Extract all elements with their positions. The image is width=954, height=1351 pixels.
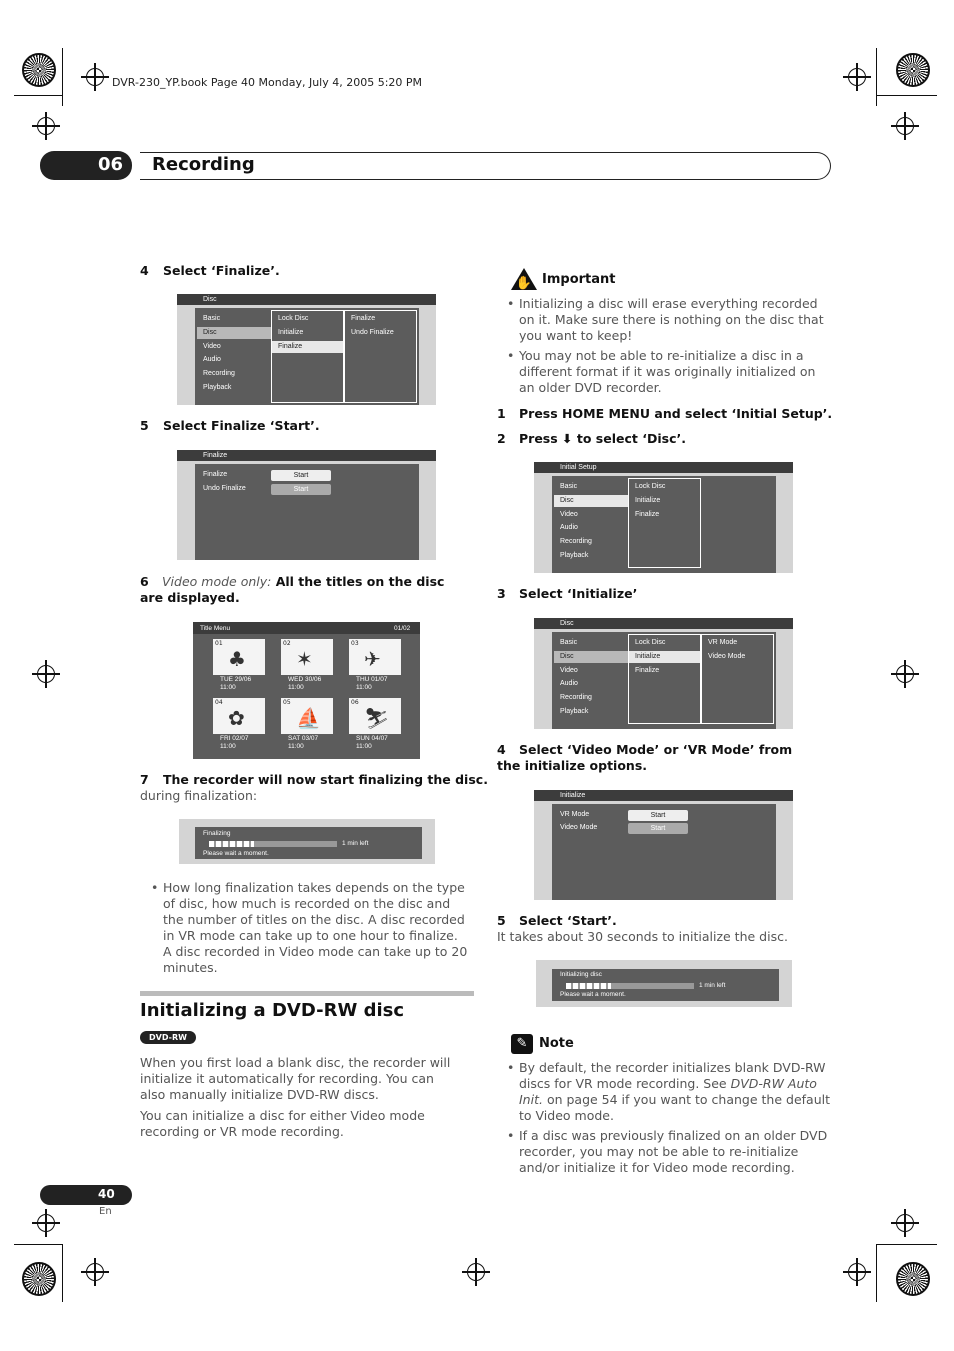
step-7-text: The recorder will now start finalizing the disc. (163, 772, 488, 787)
chapter-title: Recording (152, 154, 255, 175)
note-text: on page 54 if you want to change the default to Video mode. (519, 1092, 830, 1123)
flower-icon: ✿ (228, 706, 245, 730)
book-info: DVR-230_YP.book Page 40 Monday, July 4, 2005 5:20 PM (112, 76, 423, 89)
title-date: WED 30/06 (288, 676, 322, 683)
step-4r-number: 4 (497, 742, 506, 757)
title-date: FRI 02/07 (220, 735, 249, 742)
title-number: 04 (215, 699, 223, 706)
menu-item-initialize[interactable]: Initialize (635, 497, 661, 504)
step-7-subtext: during finalization: (140, 788, 258, 803)
title-date: SUN 04/07 (356, 735, 388, 742)
registration-sunburst-icon (896, 53, 930, 87)
title-time: 11:00 (220, 684, 236, 691)
note-text: By default, the recorder initializes blank DVD-RW discs for VR mode recording. See (519, 1060, 826, 1091)
step-3-text: Select ‘Initialize’ (519, 586, 638, 601)
menu-item-recording[interactable]: Recording (560, 694, 592, 701)
initial-setup-title: Initial Setup (560, 464, 597, 471)
crosshair-icon (467, 1263, 485, 1281)
title-menu-title: Title Menu (200, 625, 231, 632)
menu-item-playback[interactable]: Playback (560, 708, 589, 715)
crop-line (62, 48, 63, 106)
finalize-time-bullet: • How long finalization takes depends on the type of disc, how much is recorded on the disc and the number of titles on the disc. A disc recorded in VR mode can take up to one hour to finalize. A disc recorded in Video mode can take up to 20 minutes. (163, 880, 468, 976)
tree-icon: ♣ (228, 647, 246, 671)
finalizing-title: Finalizing (203, 830, 231, 837)
crop-line (877, 95, 937, 96)
title-date: SAT 03/07 (288, 735, 319, 742)
menu-item-basic[interactable]: Basic (560, 639, 578, 646)
section-rule (140, 991, 474, 996)
important-bullet: • Initializing a disc will erase everything recorded on it. Make sure there is nothing on the disc that you want to keep! (519, 296, 831, 344)
step-1-number: 1 (497, 406, 506, 421)
title-menu-page: 01/02 (394, 625, 411, 632)
initializing-title: Initializing disc (560, 971, 602, 978)
step-4-text: Select ‘Finalize’. (163, 263, 280, 278)
progress-bar (209, 841, 337, 847)
skater-icon: ⛷ (364, 706, 390, 730)
note-heading: Note (539, 1036, 574, 1051)
crop-line (877, 1244, 937, 1245)
page-number: 40 (98, 1187, 115, 1201)
down-arrow-icon: ⬇ (562, 431, 573, 446)
menu-item-playback[interactable]: Playback (203, 384, 232, 391)
step-6-text (140, 574, 450, 606)
menu-item-basic[interactable]: Basic (560, 483, 578, 490)
initial-setup-screen (534, 462, 793, 573)
step-7-number: 7 (140, 772, 149, 787)
menu-item-finalize-option[interactable]: Finalize (351, 315, 376, 322)
title-time: 11:00 (220, 743, 236, 750)
title-number: 06 (351, 699, 359, 706)
initialize-panel (552, 804, 776, 900)
title-number: 02 (283, 640, 291, 647)
initializing-screen (536, 960, 792, 1007)
menu-item-disc[interactable]: Disc (554, 495, 628, 507)
finalizing-panel (195, 827, 422, 859)
leaf-icon: ✶ (296, 647, 313, 671)
crosshair-icon (37, 665, 55, 683)
menu-item-lock-disc[interactable]: Lock Disc (278, 315, 309, 322)
undo-finalize-start-button[interactable]: Start (271, 484, 331, 495)
undo-finalize-row-label: Undo Finalize (203, 485, 246, 492)
progress-fill (566, 983, 611, 989)
disc-menu-panel (195, 308, 419, 405)
important-bullet: • You may not be able to re-initialize a disc in a different format if it was originally initialized on an older DVD recorder. (519, 348, 831, 396)
crop-line (876, 48, 877, 106)
menu-item-initialize[interactable]: Initialize (629, 651, 700, 663)
bird-icon: ✈ (364, 647, 381, 671)
svg-text:✋: ✋ (515, 276, 533, 290)
step-5r-subtext: It takes about 30 seconds to initialize the disc. (497, 929, 788, 944)
crosshair-icon (37, 1214, 55, 1232)
initial-setup-titlebar (534, 462, 793, 473)
step-5r-text: Select ‘Start’. (519, 913, 617, 928)
title-thumbnail[interactable] (213, 698, 265, 734)
disc-initialize-panel (552, 632, 776, 729)
title-thumbnail[interactable] (281, 639, 333, 675)
crop-line (14, 1244, 62, 1245)
intro-paragraph: When you first load a blank disc, the recorder will initialize it automatically for recording. You can also manually initialize DVD-RW discs. (140, 1055, 451, 1102)
registration-sunburst-icon (896, 1262, 930, 1296)
disc-menu-titlebar (177, 294, 436, 305)
crosshair-icon (848, 1263, 866, 1281)
step-1-text: Press HOME MENU and select ‘Initial Setup’. (519, 406, 833, 421)
page-number-badge (40, 1185, 132, 1205)
initializing-panel (552, 969, 779, 1001)
menu-item-audio[interactable]: Audio (560, 680, 578, 687)
title-thumbnail[interactable] (281, 698, 333, 734)
section-title: Initializing a DVD-RW disc (140, 1000, 405, 1021)
menu-item-video-mode[interactable]: Video Mode (708, 653, 746, 660)
menu-item-video[interactable]: Video (560, 511, 578, 518)
crosshair-icon (848, 68, 866, 86)
step-4-number: 4 (140, 263, 149, 278)
step-3-number: 3 (497, 586, 506, 601)
step-6-bold: All the titles on the disc are displayed. (140, 574, 445, 605)
title-time: 11:00 (356, 684, 372, 691)
menu-item-audio[interactable]: Audio (203, 356, 221, 363)
note-icon: ✎ (511, 1034, 533, 1054)
menu-item-finalize[interactable]: Finalize (635, 667, 660, 674)
step-2-post: to select ‘Disc’. (572, 431, 686, 446)
progress-fill (209, 841, 254, 847)
registration-sunburst-icon (22, 1262, 56, 1296)
menu-item-disc[interactable]: Disc (197, 327, 271, 339)
video-mode-start-button[interactable]: Start (628, 823, 688, 834)
dvd-rw-badge: DVD-RW (140, 1031, 196, 1044)
title-date: TUE 29/06 (220, 676, 252, 683)
video-mode-row-label: Video Mode (560, 824, 598, 831)
finalize-panel (195, 464, 419, 560)
finalize-titlebar (177, 450, 436, 461)
menu-item-undo-finalize[interactable]: Undo Finalize (351, 329, 394, 336)
menu-item-video[interactable]: Video (560, 667, 578, 674)
initialize-screen (534, 790, 793, 900)
step-2-text (519, 431, 686, 447)
disc-menu-title: Disc (203, 296, 217, 303)
registration-sunburst-icon (22, 53, 56, 87)
chapter-number: 06 (98, 154, 124, 175)
title-menu-screen (193, 622, 420, 759)
language-code: En (99, 1206, 112, 1217)
step-2-number: 2 (497, 431, 506, 446)
note-bullet: • If a disc was previously finalized on an older DVD recorder, you may not be able to re-initialize and/or initialize it for Video mode recording. (519, 1128, 831, 1176)
important-heading: Important (542, 272, 616, 287)
initializing-wait-text: Please wait a moment. (560, 991, 626, 998)
menu-item-recording[interactable]: Recording (560, 538, 592, 545)
crop-line (62, 1244, 63, 1302)
finalize-row-label: Finalize (203, 471, 228, 478)
menu-item-finalize[interactable]: Finalize (635, 511, 660, 518)
title-time: 11:00 (288, 684, 304, 691)
progress-bar (566, 983, 694, 989)
title-number: 05 (283, 699, 291, 706)
disc-menu-screen (177, 294, 436, 405)
step-4r-text: Select ‘Video Mode’ or ‘VR Mode’ from the initialize options. (497, 742, 793, 773)
crosshair-icon (896, 665, 914, 683)
menu-item-playback[interactable]: Playback (560, 552, 589, 559)
initialize-title: Initialize (560, 792, 586, 799)
step-5-text: Select Finalize ‘Start’. (163, 418, 320, 433)
intro-paragraph-2: You can initialize a disc for either Video mode recording or VR mode recording. (140, 1108, 425, 1139)
menu-item-vr-mode[interactable]: VR Mode (708, 639, 738, 646)
initial-setup-panel (552, 476, 776, 573)
vr-mode-row-label: VR Mode (560, 811, 590, 818)
note-bullet (519, 1060, 831, 1124)
step-2-pre: Press (519, 431, 563, 446)
crosshair-icon (86, 68, 104, 86)
title-time: 11:00 (288, 743, 304, 750)
menu-item-disc[interactable]: Disc (554, 651, 628, 663)
initialize-titlebar (534, 790, 793, 801)
crosshair-icon (86, 1263, 104, 1281)
finalizing-wait-text: Please wait a moment. (203, 850, 269, 857)
title-thumbnail[interactable] (213, 639, 265, 675)
title-date: THU 01/07 (356, 676, 388, 683)
finalizing-screen (179, 819, 435, 864)
step-6-italic: Video mode only: (162, 574, 272, 589)
crop-line (14, 95, 62, 96)
note-link-text: DVD-RW Auto Init. (519, 1076, 817, 1107)
menu-item-lock-disc[interactable]: Lock Disc (635, 483, 666, 490)
step-5r-number: 5 (497, 913, 506, 928)
step-5-number: 5 (140, 418, 149, 433)
windsurf-icon: ⛵ (296, 706, 321, 730)
menu-item-lock-disc[interactable]: Lock Disc (635, 639, 666, 646)
title-thumbnail[interactable] (349, 698, 401, 734)
title-number: 01 (215, 640, 223, 647)
menu-item-recording[interactable]: Recording (203, 370, 235, 377)
menu-item-video[interactable]: Video (203, 343, 221, 350)
title-time: 11:00 (356, 743, 372, 750)
crosshair-icon (896, 117, 914, 135)
finalize-screen (177, 450, 436, 560)
vr-mode-start-button[interactable]: Start (628, 810, 688, 821)
finalize-start-button[interactable]: Start (271, 470, 331, 481)
initializing-time-left: 1 min left (699, 982, 726, 989)
disc-initialize-screen (534, 618, 793, 729)
disc-initialize-title: Disc (560, 620, 574, 627)
crosshair-icon (37, 117, 55, 135)
warning-icon (511, 268, 537, 290)
disc-initialize-titlebar (534, 618, 793, 629)
menu-item-audio[interactable]: Audio (560, 524, 578, 531)
crop-line (876, 1244, 877, 1302)
menu-item-initialize[interactable]: Initialize (278, 329, 304, 336)
step-6-number: 6 (140, 574, 149, 589)
menu-item-finalize[interactable]: Finalize (272, 341, 343, 353)
menu-item-basic[interactable]: Basic (203, 315, 221, 322)
title-number: 03 (351, 640, 359, 647)
crosshair-icon (896, 1214, 914, 1232)
finalizing-time-left: 1 min left (342, 840, 369, 847)
finalize-title: Finalize (203, 452, 228, 459)
title-thumbnail[interactable] (349, 639, 401, 675)
